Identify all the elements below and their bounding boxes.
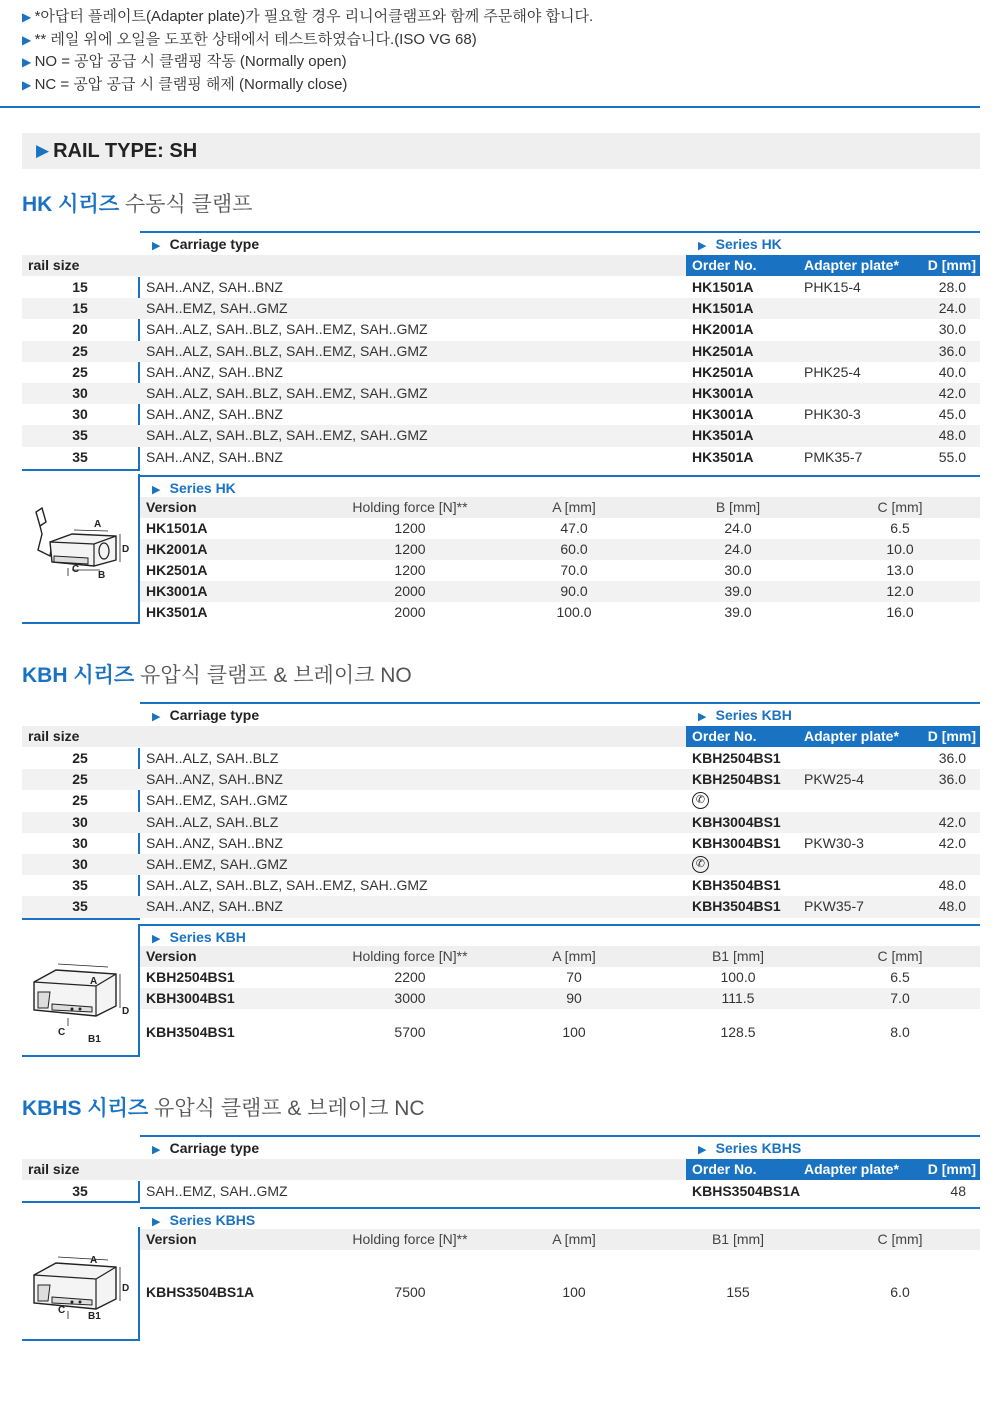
table-row: [22, 875, 980, 896]
dim-a-label: A: [94, 519, 102, 530]
rail-size-cell: 20: [72, 321, 88, 338]
carriage-type-cell: SAH..ALZ, SAH..BLZ: [146, 813, 279, 830]
rail-size-cell: 30: [72, 855, 88, 872]
phone-icon: ✆: [692, 792, 709, 809]
kbhs-block: [22, 1135, 980, 1345]
hk-order-header-bar: [686, 255, 980, 276]
rail-size-cell: 25: [72, 771, 88, 788]
c-mm-cell: 13.0: [886, 562, 914, 578]
dim-c-label: C: [58, 1305, 66, 1316]
b-mm-cell: 30.0: [724, 562, 752, 578]
c-mm-cell: 16.0: [886, 604, 914, 620]
d-mm-cell: 36.0: [938, 771, 966, 788]
version-row: [140, 967, 980, 988]
adapter-plate-cell: PKW25-4: [804, 771, 864, 788]
carriage-type-cell: SAH..EMZ, SAH..GMZ: [146, 300, 288, 317]
note-3: ▶ NO = 공압 공급 시 클램핑 작동 (Normally open): [22, 51, 593, 74]
table-row: [22, 362, 980, 383]
d-mm-cell: 24.0: [938, 300, 966, 317]
order-no-cell: KBH2504BS1: [692, 750, 781, 766]
carriage-type-cell: SAH..ALZ, SAH..BLZ, SAH..EMZ, SAH..GMZ: [146, 384, 428, 401]
b-mm-cell: 24.0: [724, 541, 752, 557]
version-cell: KBH2504BS1: [146, 969, 235, 985]
d-mm-cell: 55.0: [938, 448, 966, 465]
b1-mm-header: B1 [mm]: [711, 1231, 765, 1247]
kbh-title-bold: KBH 시리즈: [22, 664, 135, 687]
table-row: [22, 896, 980, 917]
carriage-type-cell: SAH..ANZ, SAH..BNZ: [146, 279, 283, 295]
order-no-cell: KBHS3504BS1A: [692, 1183, 801, 1199]
c-mm-cell: 6.5: [890, 520, 910, 536]
rail-size-cell: 15: [72, 300, 88, 317]
b-mm-cell: 24.0: [724, 520, 752, 536]
kbh-block: [22, 702, 980, 1062]
dim-a-label: A: [90, 1255, 98, 1266]
hk-version-table: [140, 475, 980, 625]
order-no-cell: KBH3004BS1: [692, 834, 781, 851]
carriage-type-cell: SAH..ALZ, SAH..BLZ: [146, 750, 279, 766]
d-mm-cell: 36.0: [938, 750, 966, 766]
version-row: [140, 518, 980, 539]
order-no-header: Order No.: [692, 1161, 757, 1177]
rail-size-cell: 35: [72, 1183, 88, 1199]
hk-version-column-header: [140, 497, 980, 518]
table-row: [22, 1181, 980, 1202]
order-no-cell: KBH3504BS1: [692, 898, 781, 915]
kbh-carriage-header: [140, 702, 980, 724]
hk-carriage-header: [140, 231, 980, 253]
kbhs-brake-diagram-icon: [28, 1249, 132, 1333]
version-cell: KBHS3504BS1A: [146, 1284, 255, 1300]
version-cell: HK3501A: [146, 604, 208, 620]
c-mm-cell: 6.5: [890, 969, 910, 985]
adapter-plate-cell: PMK35-7: [804, 448, 863, 465]
table-row: [22, 425, 980, 446]
kbh-section-title: [22, 659, 412, 689]
rail-type-title: RAIL TYPE: SH: [53, 139, 198, 162]
order-no-cell: HK3001A: [692, 406, 754, 423]
dim-b1-label: B1: [88, 1034, 101, 1045]
hk-diagram: [22, 474, 140, 624]
a-mm-cell: 90: [566, 990, 582, 1006]
rail-size-cell: 35: [72, 898, 88, 915]
kbh-version-table: [140, 924, 980, 1057]
hk-title-bold: HK 시리즈: [22, 193, 120, 216]
rail-size-cell: 35: [72, 427, 88, 444]
table-row: [22, 812, 980, 833]
table-row: [22, 447, 980, 468]
kbhs-rows: [22, 1181, 980, 1202]
notes: [22, 6, 593, 96]
d-mm-header: D [mm]: [927, 1161, 976, 1177]
kbh-version-series-header: [140, 924, 980, 946]
c-mm-header: C [mm]: [877, 499, 923, 515]
adapter-plate-cell: PHK15-4: [804, 279, 861, 295]
b-mm-cell: 111.5: [721, 990, 755, 1006]
order-no-cell: HK3001A: [692, 384, 754, 401]
triangle-icon: ▶: [36, 141, 50, 160]
kbhs-section-title: [22, 1092, 425, 1122]
a-mm-cell: 60.0: [560, 541, 588, 557]
rail-size-header: rail size: [28, 728, 80, 744]
dim-d-label: D: [122, 544, 130, 555]
c-mm-cell: 8.0: [890, 1024, 910, 1040]
adapter-plate-header: Adapter plate*: [804, 1161, 899, 1177]
table-row: [22, 769, 980, 790]
order-no-cell: KBH2504BS1: [692, 771, 781, 788]
carriage-type-label: ▶ Carriage type: [152, 707, 259, 723]
rail-size-cell: 25: [72, 342, 88, 359]
order-no-cell: HK2001A: [692, 321, 754, 338]
version-cell: HK1501A: [146, 520, 208, 536]
rail-size-cell: 35: [72, 877, 88, 894]
kbhs-diagram: [22, 1227, 140, 1341]
adapter-plate-cell: PHK25-4: [804, 363, 861, 380]
hk-section-title: [22, 188, 252, 218]
rail-type-banner: [22, 133, 980, 169]
b-mm-cell: 39.0: [724, 583, 752, 599]
kbhs-order-header-bar: [686, 1159, 980, 1180]
dim-c-label: C: [58, 1027, 66, 1038]
dim-d-label: D: [122, 1006, 130, 1017]
carriage-type-cell: SAH..ANZ, SAH..BNZ: [146, 771, 283, 788]
order-no-cell: HK3501A: [692, 427, 754, 444]
kbhs-version-table: [140, 1207, 980, 1341]
d-mm-cell: 42.0: [938, 834, 966, 851]
kbh-version-series-label: ▶ Series KBH: [152, 929, 246, 945]
version-header: Version: [146, 499, 197, 515]
table-row: [22, 790, 980, 811]
carriage-type-cell: SAH..ALZ, SAH..BLZ, SAH..EMZ, SAH..GMZ: [146, 877, 428, 894]
order-no-cell: KBH3504BS1: [692, 877, 781, 894]
table-row: [22, 319, 980, 340]
rail-size-cell: 30: [72, 834, 88, 851]
b-mm-header: B [mm]: [715, 499, 761, 515]
version-row: [140, 602, 980, 623]
dim-c-label: C: [72, 564, 80, 575]
d-mm-cell: 36.0: [938, 342, 966, 359]
version-header: Version: [146, 948, 197, 964]
version-row: [140, 988, 980, 1009]
kbhs-version-series-label: ▶ Series KBHS: [152, 1212, 255, 1228]
version-cell: HK2501A: [146, 562, 208, 578]
rail-size-cell: 30: [72, 384, 88, 401]
version-cell: KBH3004BS1: [146, 990, 235, 1006]
version-cell: KBH3504BS1: [146, 1024, 235, 1040]
version-row: [140, 581, 980, 602]
dim-b-label: B: [98, 570, 106, 581]
rail-size-cell: 15: [72, 279, 88, 295]
holding-force-cell: 2000: [394, 583, 426, 599]
hk-block: [22, 231, 980, 626]
version-header: Version: [146, 1231, 197, 1247]
hk-column-header: [22, 255, 980, 276]
d-mm-cell: 48.0: [938, 877, 966, 894]
carriage-type-label: ▶ Carriage type: [152, 1140, 259, 1156]
kbhs-carriage-header: [140, 1135, 980, 1157]
carriage-type-cell: SAH..ALZ, SAH..BLZ, SAH..EMZ, SAH..GMZ: [146, 342, 428, 359]
adapter-plate-header: Adapter plate*: [804, 728, 899, 744]
carriage-type-cell: SAH..EMZ, SAH..GMZ: [146, 792, 288, 809]
hk-version-series-label: ▶ Series HK: [152, 480, 236, 496]
d-mm-header: D [mm]: [927, 728, 976, 744]
carriage-type-cell: SAH..EMZ, SAH..GMZ: [146, 855, 288, 872]
order-no-cell: HK2501A: [692, 342, 754, 359]
order-no-cell: KBH3004BS1: [692, 813, 781, 830]
holding-force-header: Holding force [N]**: [352, 948, 468, 964]
kbh-brake-diagram-icon: [28, 952, 132, 1042]
adapter-plate-header: Adapter plate*: [804, 257, 899, 273]
a-mm-cell: 90.0: [560, 583, 588, 599]
rail-size-header: rail size: [28, 257, 80, 273]
carriage-type-cell: SAH..ANZ, SAH..BNZ: [146, 834, 283, 851]
holding-force-cell: 5700: [394, 1024, 426, 1040]
note-2: ▶ ** 레일 위에 오일을 도포한 상태에서 테스트하였습니다.(ISO VG 68): [22, 29, 593, 52]
d-mm-cell: 48: [950, 1183, 966, 1199]
order-no-cell: HK1501A: [692, 279, 754, 295]
d-mm-cell: 40.0: [938, 363, 966, 380]
phone-icon: ✆: [692, 856, 709, 873]
b-mm-cell: 100.0: [720, 969, 756, 985]
dim-b1-label: B1: [88, 1311, 101, 1322]
holding-force-cell: 2000: [394, 604, 426, 620]
b1-mm-header: B1 [mm]: [711, 948, 765, 964]
carriage-type-cell: SAH..ANZ, SAH..BNZ: [146, 406, 283, 423]
rail-size-cell: 30: [72, 406, 88, 423]
carriage-type-cell: SAH..ANZ, SAH..BNZ: [146, 448, 283, 465]
order-no-cell: HK1501A: [692, 300, 754, 317]
d-mm-cell: 48.0: [938, 898, 966, 915]
carriage-type-cell: SAH..ANZ, SAH..BNZ: [146, 898, 283, 915]
holding-force-header: Holding force [N]**: [352, 1231, 468, 1247]
version-row: [140, 560, 980, 581]
dim-a-label: A: [90, 976, 98, 987]
b-mm-cell: 155: [726, 1284, 750, 1300]
d-mm-cell: 48.0: [938, 427, 966, 444]
d-mm-cell: 30.0: [938, 321, 966, 338]
kbhs-title-bold: KBHS 시리즈: [22, 1097, 149, 1120]
kbh-column-header: [22, 726, 980, 747]
order-no-header: Order No.: [692, 728, 757, 744]
rail-size-cell: 25: [72, 750, 88, 766]
d-mm-header: D [mm]: [927, 257, 976, 273]
rail-size-cell: 25: [72, 792, 88, 809]
holding-force-cell: 3000: [394, 990, 426, 1006]
carriage-type-label: ▶ Carriage type: [152, 236, 259, 252]
a-mm-cell: 47.0: [560, 520, 588, 536]
a-mm-cell: 100: [562, 1284, 586, 1300]
note-4: ▶ NC = 공압 공급 시 클램핑 해제 (Normally close): [22, 74, 593, 97]
b-mm-cell: 39.0: [724, 604, 752, 620]
adapter-plate-cell: PKW35-7: [804, 898, 864, 915]
holding-force-cell: 7500: [394, 1284, 426, 1300]
c-mm-cell: 6.0: [890, 1284, 910, 1300]
table-row: [22, 833, 980, 854]
b-mm-cell: 128.5: [720, 1024, 756, 1040]
kbh-series-label: ▶ Series KBH: [698, 707, 792, 723]
carriage-type-cell: SAH..ALZ, SAH..BLZ, SAH..EMZ, SAH..GMZ: [146, 321, 428, 338]
version-cell: HK3001A: [146, 583, 208, 599]
kbh-version-column-header: [140, 946, 980, 967]
table-row: [22, 383, 980, 404]
hk-version-series-header: [140, 475, 980, 497]
holding-force-cell: 2200: [394, 969, 426, 985]
table-row: [22, 748, 980, 769]
adapter-plate-cell: PHK30-3: [804, 406, 861, 423]
d-mm-cell: 45.0: [938, 406, 966, 423]
a-mm-header: A [mm]: [552, 948, 596, 964]
a-mm-cell: 100.0: [556, 604, 592, 620]
kbhs-version-series-header: [140, 1207, 980, 1229]
kbhs-title-rest: 유압식 클램프 & 브레이크 NC: [148, 1097, 425, 1120]
c-mm-cell: 7.0: [890, 990, 910, 1006]
a-mm-header: A [mm]: [552, 499, 596, 515]
a-mm-cell: 100: [562, 1024, 586, 1040]
rail-size-header: rail size: [28, 1161, 80, 1177]
carriage-type-cell: SAH..EMZ, SAH..GMZ: [146, 1183, 288, 1199]
hk-rows: [22, 277, 980, 468]
holding-force-header: Holding force [N]**: [352, 499, 468, 515]
kbhs-version-column-header: [140, 1229, 980, 1250]
a-mm-header: A [mm]: [552, 1231, 596, 1247]
d-mm-cell: 28.0: [938, 279, 966, 295]
version-row: [140, 1282, 980, 1303]
holding-force-cell: 1200: [394, 520, 426, 536]
hk-clamp-diagram-icon: [28, 504, 132, 614]
version-row: [140, 539, 980, 560]
kbh-title-rest: 유압식 클램프 & 브레이크 NO: [134, 664, 412, 687]
kbh-diagram: [22, 924, 140, 1057]
order-no-header: Order No.: [692, 257, 757, 273]
rail-size-cell: 30: [72, 813, 88, 830]
kbh-order-header-bar: [686, 726, 980, 747]
c-mm-header: C [mm]: [877, 948, 923, 964]
table-row: [22, 341, 980, 362]
kbhs-column-header: [22, 1159, 980, 1180]
table-row: [22, 854, 980, 875]
table-row: [22, 277, 980, 298]
version-row: [140, 1022, 980, 1043]
c-mm-header: C [mm]: [877, 1231, 923, 1247]
carriage-type-cell: SAH..ANZ, SAH..BNZ: [146, 363, 283, 380]
c-mm-cell: 12.0: [886, 583, 914, 599]
top-divider: [0, 106, 980, 108]
hk-title-rest: 수동식 클램프: [119, 193, 253, 216]
version-cell: HK2001A: [146, 541, 208, 557]
carriage-type-cell: SAH..ALZ, SAH..BLZ, SAH..EMZ, SAH..GMZ: [146, 427, 428, 444]
note-1: ▶ *아답터 플레이트(Adapter plate)가 필요할 경우 리니어클램프와 함께 주문해야 합니다.: [22, 6, 593, 29]
d-mm-cell: 42.0: [938, 813, 966, 830]
adapter-plate-cell: PKW30-3: [804, 834, 864, 851]
holding-force-cell: 1200: [394, 541, 426, 557]
c-mm-cell: 10.0: [886, 541, 914, 557]
a-mm-cell: 70: [566, 969, 582, 985]
a-mm-cell: 70.0: [560, 562, 588, 578]
kbh-rows: [22, 748, 980, 918]
rail-size-cell: 35: [72, 448, 88, 465]
order-no-cell: HK2501A: [692, 363, 754, 380]
holding-force-cell: 1200: [394, 562, 426, 578]
order-no-cell: HK3501A: [692, 448, 754, 465]
rail-size-cell: 25: [72, 363, 88, 380]
d-mm-cell: 42.0: [938, 384, 966, 401]
kbhs-series-label: ▶ Series KBHS: [698, 1140, 801, 1156]
table-row: [22, 404, 980, 425]
table-row: [22, 298, 980, 319]
dim-d-label: D: [122, 1283, 130, 1294]
hk-series-label: ▶ Series HK: [698, 236, 782, 252]
